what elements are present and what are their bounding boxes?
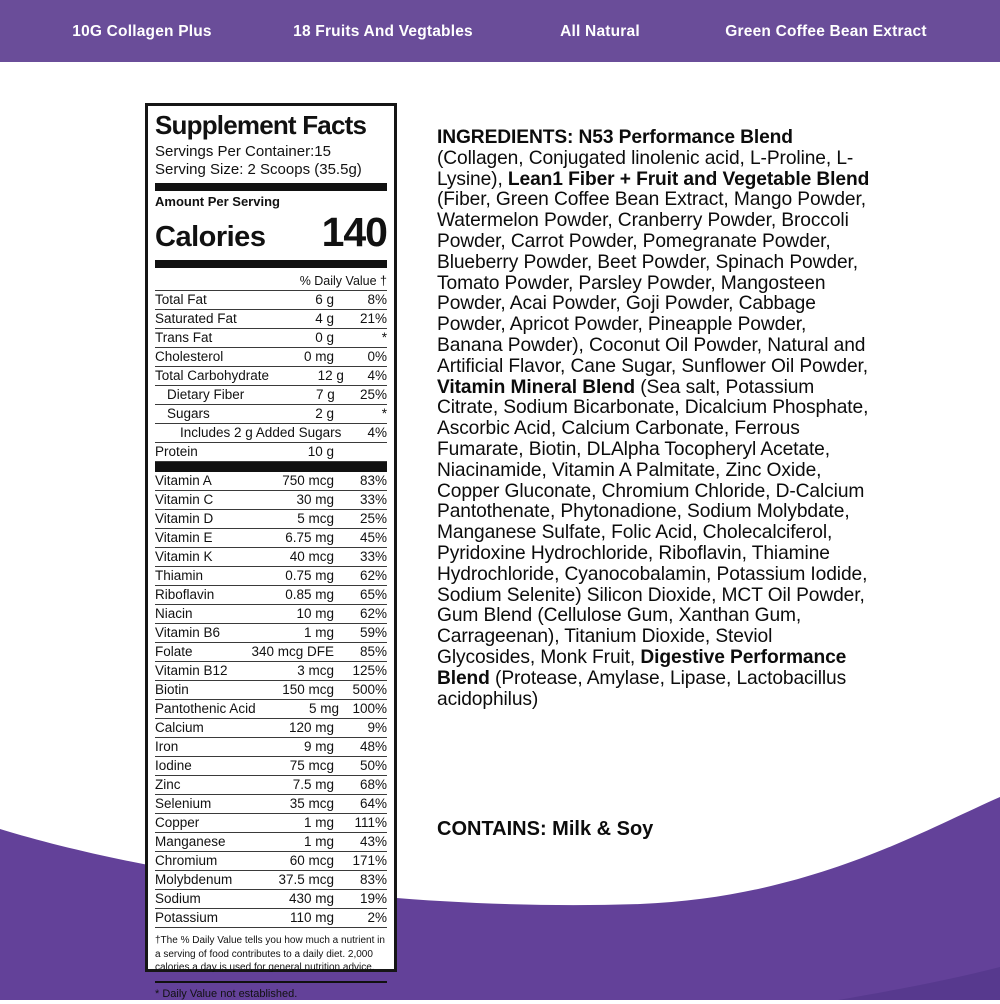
nutrient-row: [155, 491, 387, 510]
nutrient-row: [155, 757, 387, 776]
nutrient-amount: 120 mg: [288, 720, 334, 736]
nutrient-amount: 6 g: [315, 292, 334, 308]
nutrient-amount: 10 mg: [296, 606, 334, 622]
nutrient-amount: 5 mg: [308, 701, 339, 717]
micro-nutrient-table: [155, 472, 387, 928]
nutrient-label: Includes 2 g Added Sugars: [180, 425, 342, 441]
nutrient-daily-value: 2%: [367, 910, 387, 926]
nutrient-label: Saturated Fat: [155, 311, 237, 327]
nutrient-daily-value: 8%: [367, 292, 387, 308]
nutrient-amount: 1 mg: [303, 834, 334, 850]
nutrient-label: Chromium: [155, 853, 218, 869]
banner-claim-fruits-vegetables: 18 Fruits And Vegtables: [293, 23, 473, 41]
nutrient-daily-value: 25%: [359, 511, 387, 527]
nutrient-daily-value: 48%: [359, 739, 387, 755]
divider-thick: [155, 260, 387, 268]
nutrient-row: [155, 424, 387, 443]
calories-row: [155, 209, 387, 256]
serving-size: Serving Size: 2 Scoops (35.5g): [155, 160, 362, 178]
nutrient-row: [155, 909, 387, 928]
calories-value: 140: [321, 209, 387, 256]
nutrient-daily-value: 83%: [359, 473, 387, 489]
nutrient-amount: 60 mcg: [289, 853, 334, 869]
ingredients-list-segment: (Protease, Amylase, Lipase, Lactobacillus acidophilus): [437, 667, 847, 710]
nutrient-daily-value: 33%: [359, 492, 387, 508]
ingredients-list-segment: (Collagen, Conjugated linolenic acid, L-Proline, L-Lysine),: [437, 147, 854, 190]
nutrient-label: Potassium: [155, 910, 219, 926]
nutrient-amount: 430 mg: [288, 891, 334, 907]
nutrient-row: [155, 719, 387, 738]
nutrient-row: [155, 890, 387, 909]
nutrient-label: Riboflavin: [155, 587, 215, 603]
nutrient-daily-value: 43%: [359, 834, 387, 850]
nutrient-amount: 750 mcg: [282, 473, 334, 489]
nutrient-amount: 0.75 mg: [285, 568, 334, 584]
nutrient-label: Cholesterol: [155, 349, 224, 365]
nutrient-daily-value: 50%: [359, 758, 387, 774]
nutrient-row: [155, 776, 387, 795]
nutrient-daily-value: *: [381, 330, 387, 346]
nutrient-amount: 30 mg: [296, 492, 334, 508]
nutrient-label: Sugars: [167, 406, 210, 422]
nutrient-label: Sodium: [155, 891, 201, 907]
nutrient-label: Copper: [155, 815, 200, 831]
ingredients-blend-name: Digestive Performance Blend: [437, 646, 847, 689]
nutrient-daily-value: 125%: [352, 663, 387, 679]
nutrient-amount: 7.5 mg: [292, 777, 334, 793]
asterisk-note: * Daily Value not established.: [155, 987, 298, 1000]
banner-claim-green-coffee: Green Coffee Bean Extract: [725, 23, 927, 41]
nutrient-amount: 75 mcg: [289, 758, 334, 774]
nutrient-amount: 12 g: [317, 368, 344, 384]
nutrient-amount: 1 mg: [303, 625, 334, 641]
ingredients-blend-name: INGREDIENTS: N53 Performance Blend: [437, 127, 793, 148]
nutrient-label: Vitamin D: [155, 511, 214, 527]
nutrient-label: Vitamin E: [155, 530, 213, 546]
nutrient-row: [155, 662, 387, 681]
nutrient-daily-value: 83%: [359, 872, 387, 888]
nutrient-label: Zinc: [155, 777, 181, 793]
nutrient-row: [155, 386, 387, 405]
nutrient-label: Iron: [155, 739, 179, 755]
nutrient-daily-value: 62%: [359, 606, 387, 622]
contains-statement: CONTAINS: Milk & Soy: [437, 818, 654, 840]
nutrient-daily-value: 9%: [367, 720, 387, 736]
nutrient-row: [155, 871, 387, 890]
nutrient-amount: 3 mcg: [297, 663, 334, 679]
macro-nutrient-table: [155, 291, 387, 462]
nutrient-amount: 7 g: [316, 387, 335, 403]
nutrient-label: Vitamin A: [155, 473, 212, 489]
nutrient-label: Vitamin C: [155, 492, 214, 508]
ingredients-blend-name: Vitamin Mineral Blend: [437, 376, 641, 398]
nutrient-amount: 110 mg: [289, 910, 334, 926]
nutrient-row: [155, 643, 387, 662]
nutrient-daily-value: *: [381, 406, 387, 422]
nutrient-daily-value: 33%: [359, 549, 387, 565]
nutrient-amount: 35 mcg: [289, 796, 334, 812]
nutrient-row: [155, 700, 387, 719]
nutrient-label: Protein: [155, 444, 198, 460]
nutrient-row: [155, 795, 387, 814]
nutrient-row: [155, 605, 387, 624]
top-banner: [0, 0, 1000, 62]
ingredients-list-segment: (Fiber, Green Coffee Bean Extract, Mango Powder, Watermelon Powder, Cranberry Powder, Broccoli Powder, Carrot Powder, Pomegranate Powder, Blueberry Powder, Beet Powder, Spinach Powder, Tomato Powder, Parsley Powder, Mangosteen Powder, Acai Powder, Goji Powder, Cabbage Powder, Apricot Powder, Pineapple Powder, Banana Powder), Coconut Oil Powder, Natural and Artificial Flavor, Cane Sugar, Sunflower Oil Powder,: [437, 189, 868, 377]
nutrient-label: Total Fat: [155, 292, 207, 308]
nutrient-amount: 0 mg: [303, 349, 334, 365]
nutrient-row: [155, 348, 387, 367]
nutrient-row: [155, 833, 387, 852]
nutrient-row: [155, 405, 387, 424]
nutrient-label: Total Carbohydrate: [155, 368, 270, 384]
nutrient-label: Dietary Fiber: [167, 387, 245, 403]
nutrient-label: Iodine: [155, 758, 192, 774]
nutrient-row: [155, 681, 387, 700]
nutrient-daily-value: 0%: [367, 349, 387, 365]
nutrient-row: [155, 852, 387, 871]
amount-per-serving-label: Amount Per Serving: [155, 194, 280, 210]
nutrient-amount: 0 g: [315, 330, 334, 346]
nutrient-daily-value: 171%: [352, 853, 387, 869]
divider-thick: [155, 183, 387, 191]
calories-label: Calories: [155, 221, 266, 254]
nutrient-daily-value: 45%: [359, 530, 387, 546]
nutrient-daily-value: 100%: [352, 701, 387, 717]
nutrient-label: Manganese: [155, 834, 226, 850]
nutrient-row: [155, 814, 387, 833]
nutrient-daily-value: 65%: [359, 587, 387, 603]
nutrient-daily-value: 68%: [359, 777, 387, 793]
nutrient-daily-value: 59%: [359, 625, 387, 641]
nutrient-daily-value: 4%: [367, 368, 387, 384]
nutrient-label: Molybdenum: [155, 872, 233, 888]
ingredients-blend-name: Lean1 Fiber + Fruit and Vegetable Blend: [507, 168, 870, 190]
nutrient-label: Biotin: [155, 682, 189, 698]
panel-title: Supplement Facts: [155, 110, 367, 140]
nutrient-daily-value: 111%: [354, 815, 387, 831]
divider-thick: [155, 462, 387, 472]
nutrient-amount: 4 g: [315, 311, 334, 327]
ingredients-list-segment: (Sea salt, Potassium Citrate, Sodium Bicarbonate, Dicalcium Phosphate, Ascorbic Acid, Calcium Carbonate, Ferrous Fumarate, Biotin, DLAlpha Tocopheryl Acetate, Niacinamide, Vitamin A Palmitate, Zinc Oxide, Copper Gluconate, Chromium Chloride, D-Calcium Pantothenate, Phytonadione, Sodium Molybdate, Manganese Sulfate, Folic Acid, Cholecalciferol, Pyridoxine Hydrochloride, Riboflavin, Thiamine Hydrochloride, Cyanocobalamin, Potassium Iodide, Sodium Selenite) Silicon Dioxide, MCT Oil Powder, Gum Blend (Cellulose Gum, Xanthan Gum, Carrageenan), Titanium Dioxide, Steviol Glycosides, Monk Fruit,: [437, 376, 869, 668]
banner-claim-all-natural: All Natural: [560, 23, 640, 41]
ingredients-text: [437, 128, 871, 710]
nutrient-amount: 340 mcg DFE: [251, 644, 334, 660]
nutrient-amount: 9 mg: [303, 739, 334, 755]
nutrient-daily-value: 19%: [359, 891, 387, 907]
nutrient-row: [155, 510, 387, 529]
nutrient-label: Niacin: [155, 606, 193, 622]
nutrient-row: [155, 367, 387, 386]
nutrient-amount: 5 mcg: [297, 511, 334, 527]
nutrient-daily-value: 25%: [359, 387, 387, 403]
nutrient-label: Trans Fat: [155, 330, 213, 346]
nutrient-row: [155, 738, 387, 757]
nutrient-daily-value: 85%: [359, 644, 387, 660]
nutrient-label: Vitamin B6: [155, 625, 221, 641]
nutrient-label: Thiamin: [155, 568, 204, 584]
banner-claim-collagen: 10G Collagen Plus: [72, 23, 212, 41]
daily-value-footnote: †The % Daily Value tells you how much a nutrient in a serving of food contributes to a daily diet. 2,000 calories a day is used for general nutrition advice.: [155, 935, 385, 974]
servings-per-container: Servings Per Container:15: [155, 142, 331, 160]
nutrient-amount: 37.5 mcg: [278, 872, 334, 888]
nutrient-label: Pantothenic Acid: [155, 701, 256, 717]
nutrient-daily-value: 21%: [359, 311, 387, 327]
nutrient-amount: 150 mcg: [282, 682, 334, 698]
daily-value-header: % Daily Value †: [155, 271, 387, 291]
nutrient-amount: 0.85 mg: [285, 587, 334, 603]
nutrient-row: [155, 310, 387, 329]
nutrient-row: [155, 443, 387, 462]
nutrient-label: Folate: [155, 644, 193, 660]
nutrient-row: [155, 472, 387, 491]
nutrient-amount: 2 g: [315, 406, 334, 422]
nutrient-row: [155, 529, 387, 548]
nutrient-label: Calcium: [155, 720, 204, 736]
nutrient-row: [155, 548, 387, 567]
nutrient-row: [155, 624, 387, 643]
nutrient-daily-value: 4%: [367, 425, 387, 441]
nutrient-amount: 10 g: [307, 444, 334, 460]
nutrient-label: Selenium: [155, 796, 212, 812]
supplement-facts-panel: [145, 103, 397, 1000]
nutrient-amount: 1 mg: [303, 815, 334, 831]
nutrient-amount: 40 mcg: [289, 549, 334, 565]
nutrient-label: Vitamin B12: [155, 663, 228, 679]
nutrient-daily-value: 500%: [352, 682, 387, 698]
nutrient-daily-value: 62%: [359, 568, 387, 584]
nutrient-row: [155, 291, 387, 310]
nutrient-amount: 6.75 mg: [285, 530, 334, 546]
nutrient-row: [155, 567, 387, 586]
nutrient-row: [155, 329, 387, 348]
nutrient-row: [155, 586, 387, 605]
nutrient-daily-value: 64%: [359, 796, 387, 812]
nutrient-label: Vitamin K: [155, 549, 213, 565]
